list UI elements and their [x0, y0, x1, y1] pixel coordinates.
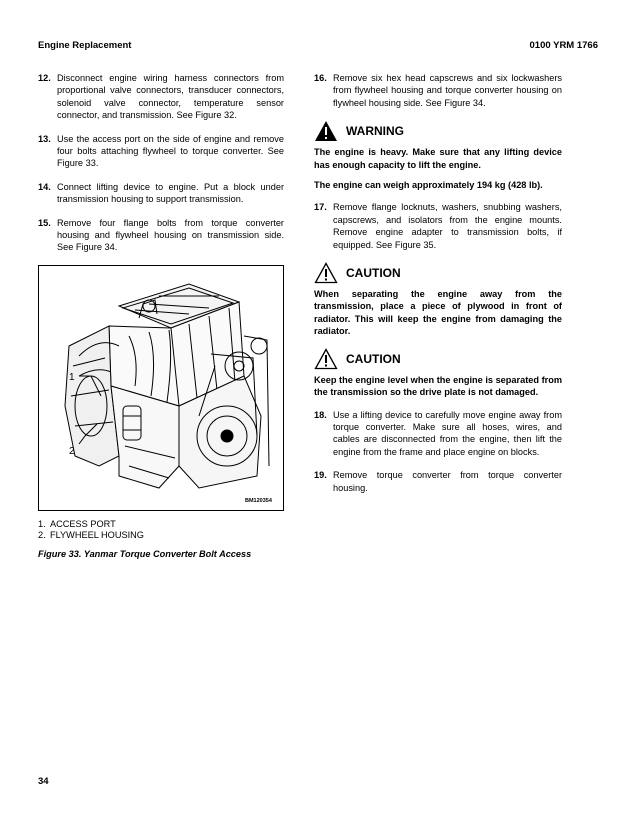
- running-header-title: Engine Replacement: [38, 40, 132, 51]
- caution-heading: [314, 348, 562, 370]
- left-column: [38, 72, 284, 559]
- warning-text: The engine is heavy. Make sure that any lifting device has enough capacity to lift the engine.: [314, 147, 562, 170]
- step-15: [38, 217, 284, 254]
- step-number: 13.: [38, 133, 51, 144]
- legend-number: 2.: [38, 529, 46, 540]
- step-19: [314, 469, 562, 494]
- step-13: [38, 133, 284, 170]
- step-number: 14.: [38, 181, 51, 192]
- step-text: Remove six hex head capscrews and six lockwashers from flywheel housing and torque converter housing on flywheel housing side. See Figure 34.: [333, 73, 562, 108]
- step-text: Use a lifting device to carefully move engine away from torque converter. Make sure all hoses, wires, and cables are disconnected from the engine, then lift the engine from the frame and place engine on blocks.: [333, 409, 562, 457]
- step-number: 15.: [38, 217, 51, 228]
- page-number: 34: [38, 776, 49, 787]
- figure-caption: Figure 33. Yanmar Torque Converter Bolt Access: [38, 548, 252, 559]
- step-text: Use the access port on the side of engine and remove four bolts attaching flywheel to torque converter. See Figure 33.: [57, 133, 284, 169]
- step-text: Remove torque converter from torque converter housing.: [333, 470, 562, 493]
- step-12: [38, 72, 284, 122]
- caution-icon: [314, 262, 338, 284]
- legend-label: ACCESS PORT: [50, 518, 116, 529]
- warning-heading: [314, 120, 562, 142]
- caution-title: CAUTION: [346, 266, 401, 281]
- warning-icon: [314, 120, 338, 142]
- figure-33-illustration: [38, 265, 284, 511]
- legend-item: [38, 530, 284, 541]
- caution-heading: [314, 262, 562, 284]
- callout-1: 1: [69, 371, 75, 383]
- document-number: 0100 YRM 1766: [529, 40, 598, 51]
- step-number: 17.: [314, 202, 327, 213]
- caution-text: Keep the engine level when the engine is separated from the transmission so the drive plate is not damaged.: [314, 374, 562, 398]
- step-number: 18.: [314, 409, 327, 420]
- caution-title: CAUTION: [346, 351, 401, 366]
- legend-number: 1.: [38, 518, 46, 529]
- step-17: [314, 201, 562, 251]
- caution-text: When separating the engine away from the transmission, place a piece of plywood in front of radiator. This will keep the engine from damaging the radiator.: [314, 289, 562, 337]
- step-18: [314, 409, 562, 459]
- engine-illustration: [39, 266, 284, 511]
- step-number: 16.: [314, 73, 327, 83]
- warning-title: WARNING: [346, 124, 404, 139]
- callout-2: 2: [69, 445, 75, 457]
- figure-legend: [38, 519, 284, 541]
- figure-code: BM120354: [245, 497, 272, 504]
- step-14: [38, 181, 284, 206]
- legend-item: [38, 519, 284, 530]
- caution-icon: [314, 348, 338, 370]
- step-number: 12.: [38, 73, 51, 83]
- step-text: Disconnect engine wiring harness connectors from proportional valve connectors, transducer connectors, solenoid valve connector, temperature sensor connector, and transmission. See Figure 32.: [57, 73, 284, 121]
- right-column: [314, 72, 562, 505]
- step-text: Connect lifting device to engine. Put a block under transmission housing to support transmission.: [57, 181, 284, 205]
- step-text: Remove four flange bolts from torque converter housing and flywheel housing on transmission side. See Figure 34.: [57, 217, 284, 253]
- warning-weight-text: The engine can weigh approximately 194 kg (428 lb).: [314, 180, 543, 191]
- legend-label: FLYWHEEL HOUSING: [50, 529, 144, 540]
- step-number: 19.: [314, 470, 327, 481]
- step-16: [314, 72, 562, 109]
- step-text: Remove flange locknuts, washers, snubbing washers, capscrews, and isolators from the engine mounts. Remove engine adapter to transmission bolts, if equipped. See Figure 35.: [333, 202, 562, 250]
